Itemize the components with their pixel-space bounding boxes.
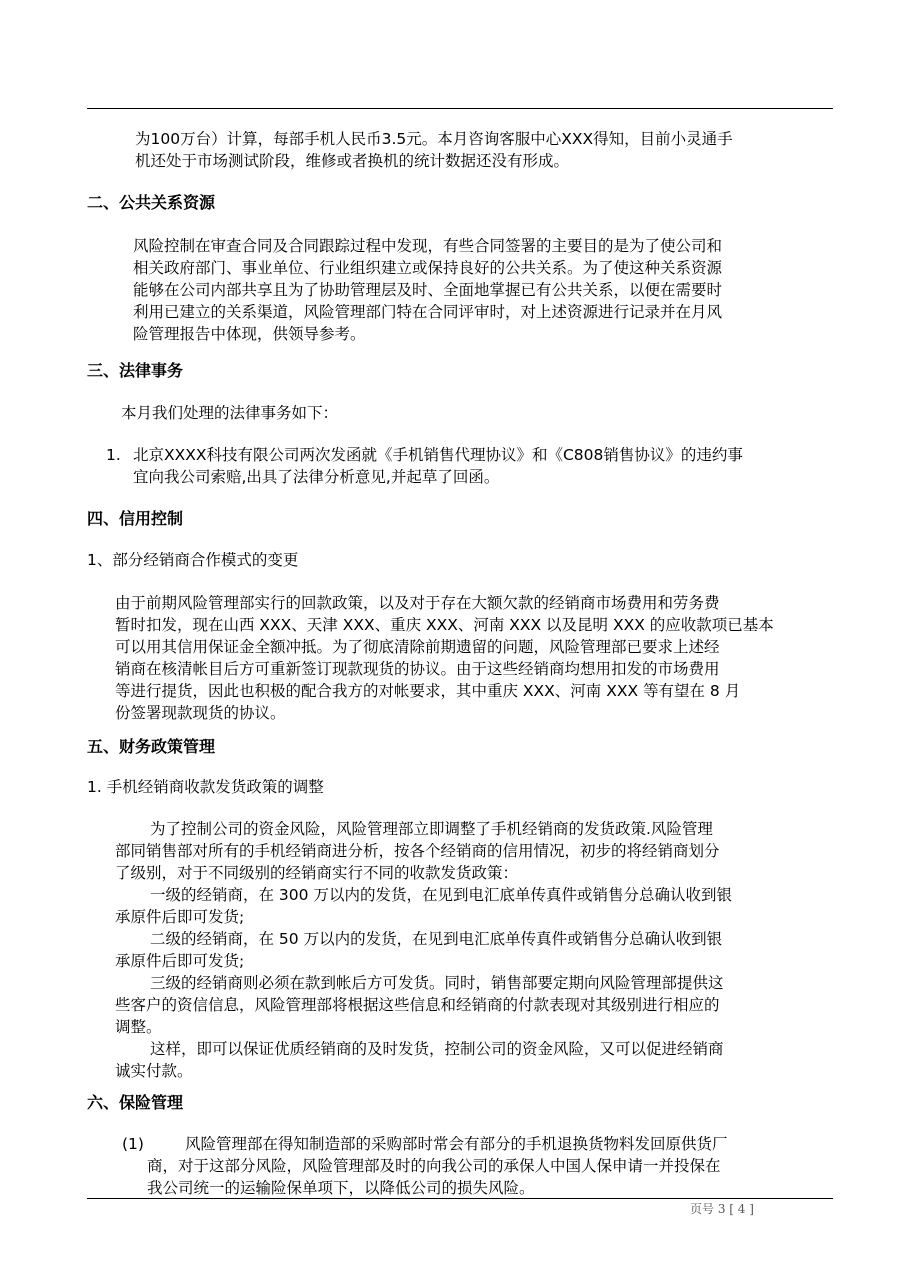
paragraph-line: 由于前期风险管理部实行的回款政策，以及对于存在大额欠款的经销商市场费用和劳务费: [115, 594, 720, 612]
paragraph-line: 一级的经销商，在 300 万以内的发货，在见到电汇底单传真件或销售分总确认收到银: [150, 886, 732, 904]
subheading: 1. 手机经销商收款发货政策的调整: [87, 778, 324, 796]
list-number: (1): [122, 1135, 144, 1153]
page-number: 页号 3 [ 4 ]: [690, 1202, 754, 1216]
subheading: 1、部分经销商合作模式的变更: [87, 551, 299, 569]
header-rule: [87, 108, 833, 109]
paragraph-line: 三级的经销商则必须在款到帐后方可发货。同时，销售部要定期向风险管理部提供这: [150, 974, 724, 992]
list-item-line: 我公司统一的运输险保单项下，以降低公司的损失风险。: [147, 1179, 535, 1197]
paragraph-line: 诚实付款。: [115, 1062, 193, 1080]
section-heading-financial-policy: 五、财务政策管理: [87, 737, 216, 756]
paragraph-line: 可以用其信用保证金全额冲抵。为了彻底清除前期遗留的问题，风险管理部已要求上述经: [115, 638, 720, 656]
paragraph-line: 险管理报告中体现，供领导参考。: [133, 325, 366, 343]
paragraph-line: 暂时扣发，现在山西 XXX、天津 XXX、重庆 XXX、河南 XXX 以及昆明 XXX 的应收款项已基本: [115, 616, 774, 634]
list-number: 1.: [106, 446, 121, 464]
section-heading-legal-affairs: 三、法律事务: [87, 361, 184, 380]
paragraph-line: 这样，即可以保证优质经销商的及时发货，控制公司的资金风险，又可以促进经销商: [150, 1040, 724, 1058]
paragraph-line: 等进行提货，因此也积极的配合我方的对帐要求，其中重庆 XXX、河南 XXX 等有望在 8 月: [115, 682, 741, 700]
paragraph-line: 利用已建立的关系渠道，风险管理部门特在合同评审时，对上述资源进行记录并在月风: [133, 303, 723, 321]
paragraph-line: 承原件后即可发货;: [115, 952, 245, 970]
paragraph-line: 销商在核清帐目后方可重新签订现款现货的协议。由于这些经销商均想用扣发的市场费用: [115, 660, 720, 678]
paragraph-line: 部同销售部对所有的手机经销商进分析，按各个经销商的信用情况，初步的将经销商划分: [115, 842, 720, 860]
paragraph-line: 承原件后即可发货;: [115, 908, 245, 926]
paragraph-line: 相关政府部门、事业单位、行业组织建立或保持良好的公共关系。为了使这种关系资源: [133, 259, 723, 277]
paragraph-line: 份签署现款现货的协议。: [115, 704, 286, 722]
paragraph-line: 为了控制公司的资金风险，风险管理部立即调整了手机经销商的发货政策.风险管理: [150, 820, 713, 838]
section-heading-insurance: 六、保险管理: [87, 1093, 184, 1112]
paragraph-line: 风险控制在审查合同及合同跟踪过程中发现，有些合同签署的主要目的是为了使公司和: [133, 237, 723, 255]
list-item-line: 北京XXXX科技有限公司两次发函就《手机销售代理协议》和《C808销售协议》的违约事: [133, 446, 743, 464]
list-item-line: 宜向我公司索赔,出具了法律分析意见,并起草了回函。: [133, 468, 500, 486]
section-heading-public-relations: 二、公共关系资源: [87, 193, 216, 212]
paragraph-line: 能够在公司内部共享且为了协助管理层及时、全面地掌握已有公共关系，以便在需要时: [133, 281, 723, 299]
legal-intro: 本月我们处理的法律事务如下：: [121, 404, 339, 422]
footer-rule: [87, 1198, 833, 1199]
paragraph-line: 调整。: [115, 1018, 162, 1036]
paragraph-line: 些客户的资信信息，风险管理部将根据这些信息和经销商的付款表现对其级别进行相应的: [115, 996, 720, 1014]
paragraph-line: 二级的经销商，在 50 万以内的发货，在见到电汇底单传真件或销售分总确认收到银: [150, 930, 723, 948]
continuation-line-2: 机还处于市场测试阶段，维修或者换机的统计数据还没有形成。: [135, 152, 570, 170]
section-heading-credit-control: 四、信用控制: [87, 509, 184, 528]
list-item-line: 风险管理部在得知制造部的采购部时常会有部分的手机退换货物料发回原供货厂: [185, 1135, 728, 1153]
list-item-line: 商，对于这部分风险，风险管理部及时的向我公司的承保人中国人保申请一并投保在: [147, 1157, 721, 1175]
continuation-line-1: 为100万台）计算，每部手机人民币3.5元。本月咨询客服中心XXX得知，目前小灵通手: [135, 130, 733, 148]
paragraph-line: 了级别，对于不同级别的经销商实行不同的收款发货政策：: [115, 864, 519, 882]
